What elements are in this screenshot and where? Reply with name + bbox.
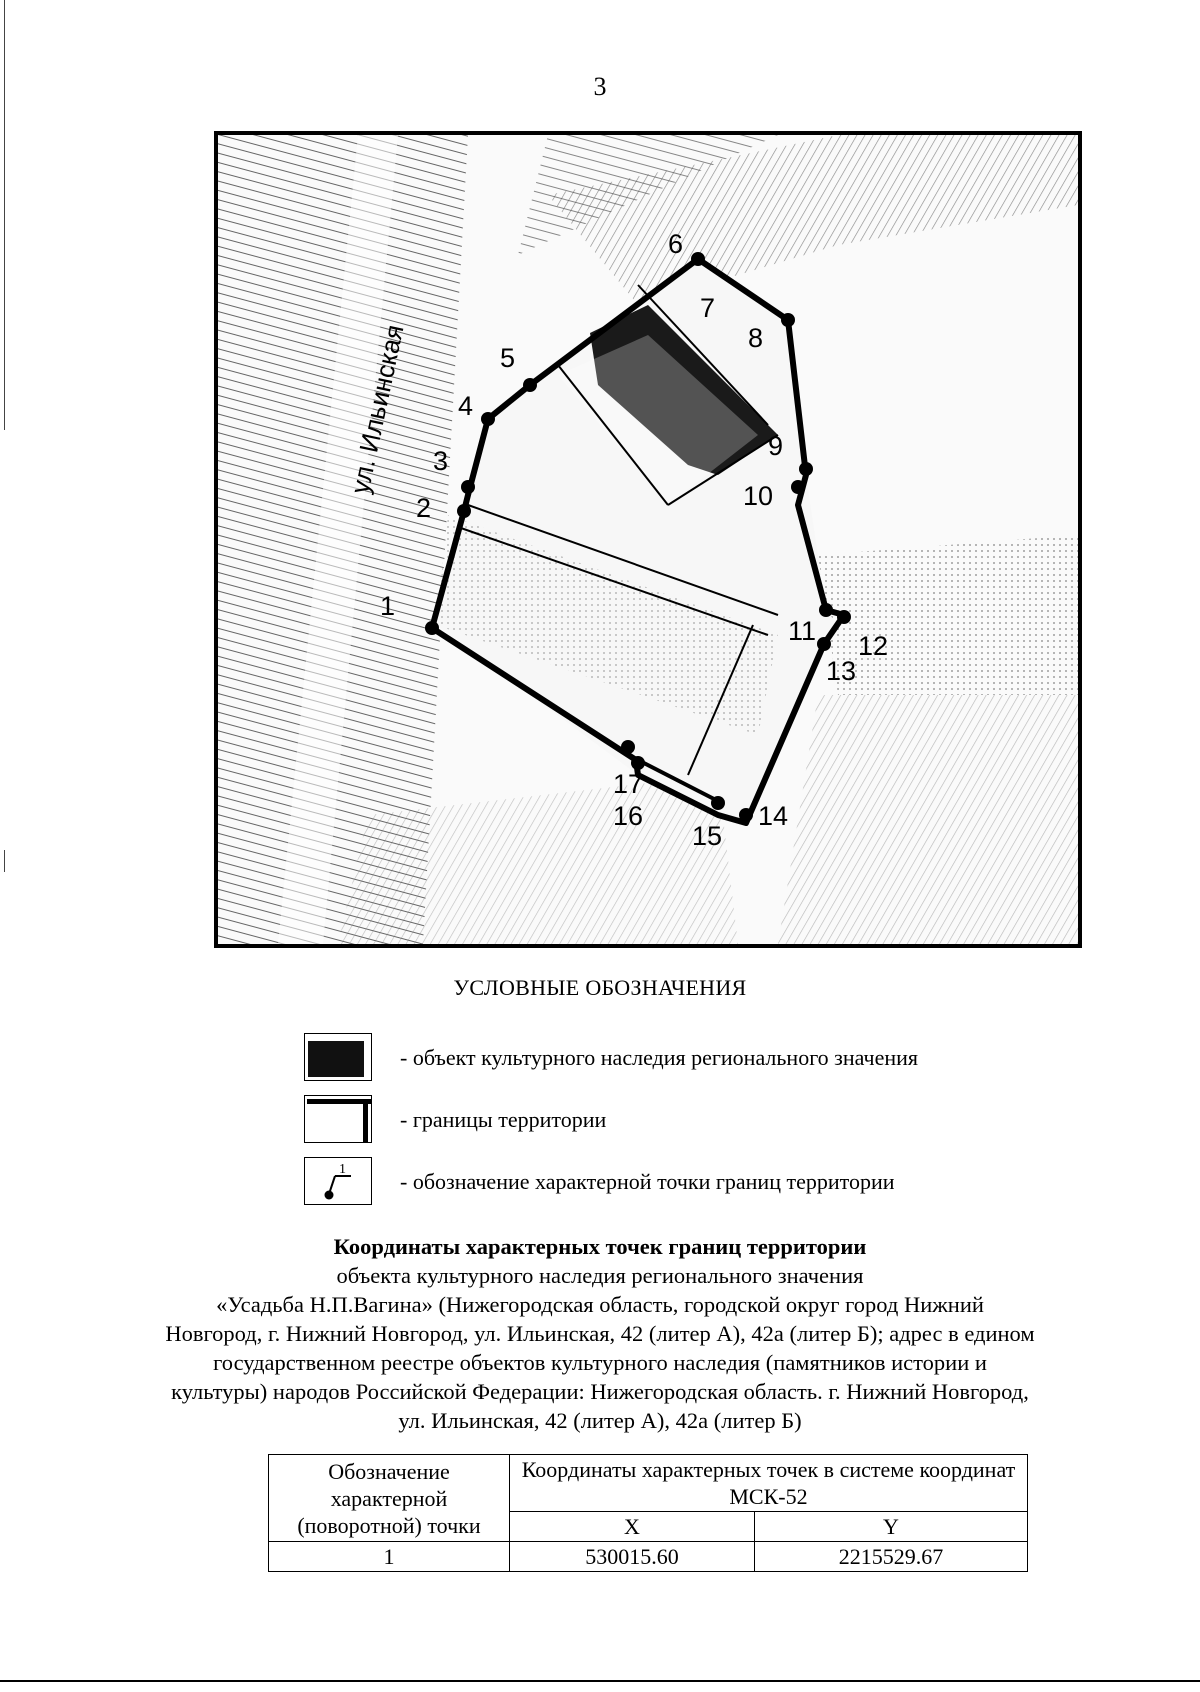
point-label: 13 bbox=[826, 656, 857, 686]
point-label: 2 bbox=[416, 493, 432, 523]
point-marker bbox=[711, 796, 725, 810]
point-label: 11 bbox=[788, 616, 817, 646]
page-number: 3 bbox=[593, 72, 607, 101]
point-marker bbox=[837, 610, 851, 624]
coordinates-table bbox=[268, 1454, 1028, 1572]
point-marker bbox=[621, 740, 635, 754]
title-line: Новгород, г. Нижний Новгород, ул. Ильинская, 42 (литер А), 42а (литер Б); адрес в едином bbox=[165, 1321, 1035, 1346]
point-marker bbox=[425, 621, 439, 635]
street-label: ул. Ильинская bbox=[344, 321, 410, 497]
point-marker-icon bbox=[305, 1158, 370, 1203]
cell-point: 1 bbox=[269, 1542, 510, 1572]
point-label: 8 bbox=[748, 323, 764, 353]
coordinates-heading: Координаты характерных точек границ территории bbox=[333, 1234, 867, 1259]
point-label: 15 bbox=[692, 821, 723, 851]
bottom-rule bbox=[0, 1680, 1200, 1682]
marker-number: 1 bbox=[339, 1162, 346, 1177]
point-label: 10 bbox=[743, 481, 774, 511]
cell-y: 2215529.67 bbox=[755, 1542, 1028, 1572]
title-line: объекта культурного наследия регионального значения bbox=[336, 1263, 864, 1288]
point-label: 16 bbox=[613, 801, 644, 831]
header-x: X bbox=[510, 1512, 755, 1542]
point-marker bbox=[799, 462, 813, 476]
point-label: 12 bbox=[858, 631, 889, 661]
point-label: 1 bbox=[380, 591, 396, 621]
map-svg bbox=[218, 135, 1078, 944]
title-line: государственном реестре объектов культурного наследия (памятников истории и bbox=[213, 1350, 987, 1375]
scan-edge-mark bbox=[4, 850, 5, 872]
title-line: культуры) народов Российской Федерации: Нижегородская область. г. Нижний Новгород, bbox=[171, 1379, 1029, 1404]
legend-label: - объект культурного наследия регионального значения bbox=[400, 1045, 919, 1070]
cell-x: 530015.60 bbox=[510, 1542, 755, 1572]
point-marker bbox=[817, 637, 831, 651]
cadastral-map bbox=[214, 131, 1082, 948]
point-marker bbox=[461, 480, 475, 494]
boundary-swatch-icon bbox=[304, 1095, 372, 1143]
point-label: 3 bbox=[433, 446, 449, 476]
legend-label: - границы территории bbox=[400, 1107, 607, 1132]
coordinates-title bbox=[0, 1232, 1200, 1435]
point-label: 9 bbox=[768, 431, 784, 461]
title-line: «Усадьба Н.П.Вагина» (Нижегородская область, городской округ город Нижний bbox=[216, 1292, 984, 1317]
point-marker bbox=[481, 412, 495, 426]
right-block bbox=[818, 535, 1078, 695]
point-marker bbox=[457, 504, 471, 518]
legend-label: - обозначение характерной точки границ территории bbox=[400, 1169, 895, 1194]
point-label: 6 bbox=[668, 229, 684, 259]
header-y: Y bbox=[755, 1512, 1028, 1542]
point-label: 7 bbox=[700, 293, 716, 323]
header-coords: Координаты характерных точек в системе координат МСК-52 bbox=[510, 1455, 1028, 1512]
point-marker bbox=[523, 378, 537, 392]
lower-right-block bbox=[778, 695, 1078, 944]
point-marker bbox=[631, 756, 645, 770]
point-marker bbox=[819, 603, 833, 617]
point-marker bbox=[791, 480, 805, 494]
heritage-object-swatch-icon bbox=[304, 1033, 372, 1081]
point-label: 17 bbox=[613, 769, 644, 799]
header-point: Обозначение характерной (поворотной) точки bbox=[269, 1455, 510, 1542]
title-line: ул. Ильинская, 42 (литер А), 42а (литер Б) bbox=[398, 1408, 802, 1433]
point-marker bbox=[781, 313, 795, 327]
point-label: 5 bbox=[500, 343, 516, 373]
point-label: 14 bbox=[758, 801, 789, 831]
scan-edge-mark bbox=[4, 0, 5, 430]
characteristic-point-swatch-icon bbox=[304, 1157, 372, 1205]
table-row bbox=[269, 1542, 1028, 1572]
point-marker bbox=[739, 808, 753, 822]
point-marker bbox=[691, 252, 705, 266]
point-label: 4 bbox=[458, 391, 474, 421]
legend-title: УСЛОВНЫЕ ОБОЗНАЧЕНИЯ bbox=[453, 975, 747, 1000]
